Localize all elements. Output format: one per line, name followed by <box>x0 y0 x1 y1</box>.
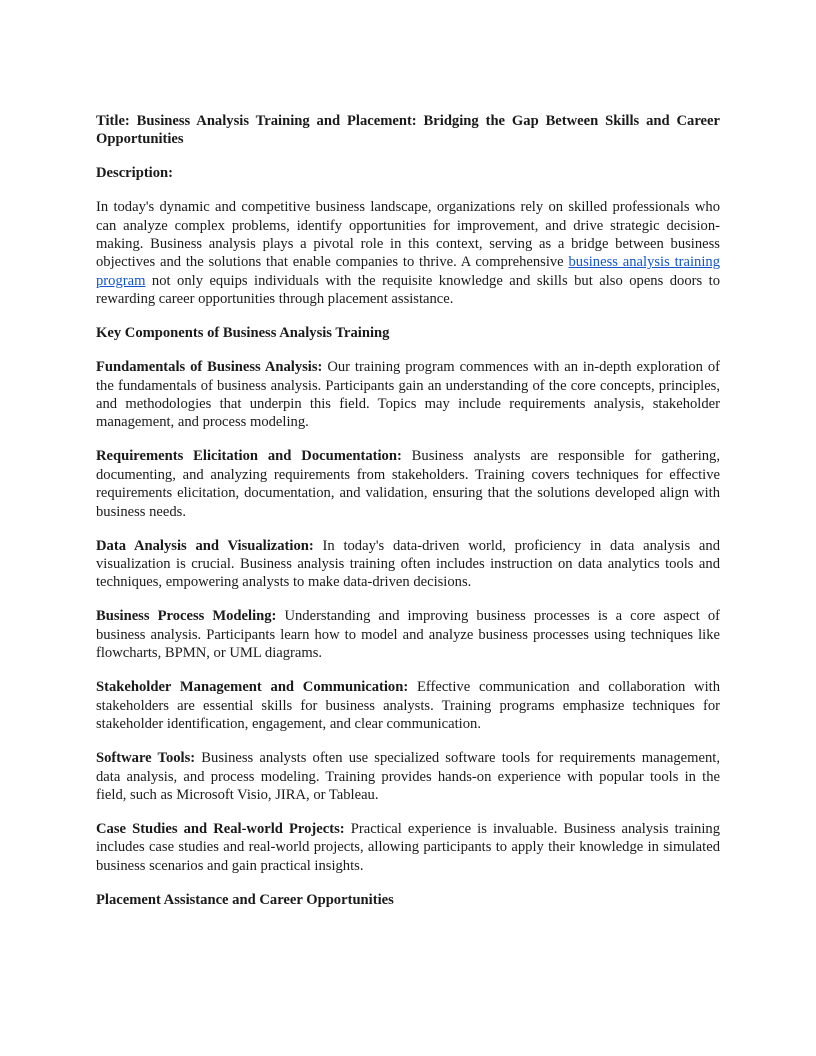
component-text: In today's data-driven world, proficiency in data analysis and visualization is crucial. Business analysis training often includes instruction on data analytics tools and techniques, empowering analysts to make data-driven decisions. <box>96 537 720 591</box>
component-paragraph <box>96 537 720 592</box>
section-heading-placement: Placement Assistance and Career Opportunities <box>96 891 394 908</box>
component-paragraph <box>96 749 720 804</box>
component-paragraph <box>96 358 720 432</box>
component-paragraph <box>96 447 720 521</box>
section-heading-key-components: Key Components of Business Analysis Training <box>96 325 390 342</box>
intro-paragraph <box>96 198 720 308</box>
component-text: Our training program commences with an in-depth exploration of the fundamentals of business analysis. Participants gain an understanding of the core concepts, principles, and methodologies that underpin this field. Topics may include requirements analysis, stakeholder management, and process modeling. <box>96 359 720 431</box>
training-program-link[interactable]: business analysis training program <box>96 254 720 289</box>
component-text: Business analysts often use specialized software tools for requirements management, data analysis, and process modeling. Training provides hands-on experience with popular tools in the field, such as Microsoft Visio, JIRA, or Tableau. <box>96 750 720 803</box>
component-paragraph <box>96 678 720 733</box>
component-text: Understanding and improving business processes is a core aspect of business analysis. Participants learn how to model and analyze business processes using techniques like flowcharts, BPMN, or UML diagrams. <box>96 608 720 662</box>
component-term: Case Studies and Real-world Projects: <box>96 820 345 837</box>
component-text: Business analysts are responsible for gathering, documenting, and analyzing requirements from stakeholders. Training covers techniques for effective requirements elicitation, documentation, and validation, ensuring that the solutions developed align with business needs. <box>96 448 720 520</box>
document-page <box>96 112 720 925</box>
component-paragraph <box>96 607 720 662</box>
component-term: Business Process Modeling: <box>96 608 277 625</box>
component-term: Software Tools: <box>96 750 196 767</box>
component-paragraph <box>96 820 720 875</box>
intro-text-after-link: not only equips individuals with the requisite knowledge and skills but also opens doors to rewarding career opportunities through placement assistance. <box>96 272 720 308</box>
intro-text-before-link: In today's dynamic and competitive business landscape, organizations rely on skilled professionals who can analyze complex problems, identify opportunities for improvement, and drive strategic decision-making. Business analysis plays a pivotal role in this context, serving as a bridge between business objectives and the solutions that enable companies to thrive. A comprehensive <box>96 199 720 271</box>
component-text: Practical experience is invaluable. Business analysis training includes case studies and real-world projects, allowing participants to apply their knowledge in simulated business scenarios and gain practical insights. <box>96 820 720 874</box>
description-label: Description: <box>96 165 174 182</box>
component-text: Effective communication and collaboration with stakeholders are essential skills for business analysts. Training programs emphasize techniques for stakeholder identification, engagement, and clear communication. <box>96 679 721 733</box>
component-term: Fundamentals of Business Analysis: <box>96 359 323 376</box>
document-title: Title: Business Analysis Training and Placement: Bridging the Gap Between Skills and Career Opportunities <box>96 113 720 148</box>
component-term: Data Analysis and Visualization: <box>96 537 314 554</box>
component-term: Requirements Elicitation and Documentation: <box>96 448 402 465</box>
component-term: Stakeholder Management and Communication: <box>96 679 409 696</box>
